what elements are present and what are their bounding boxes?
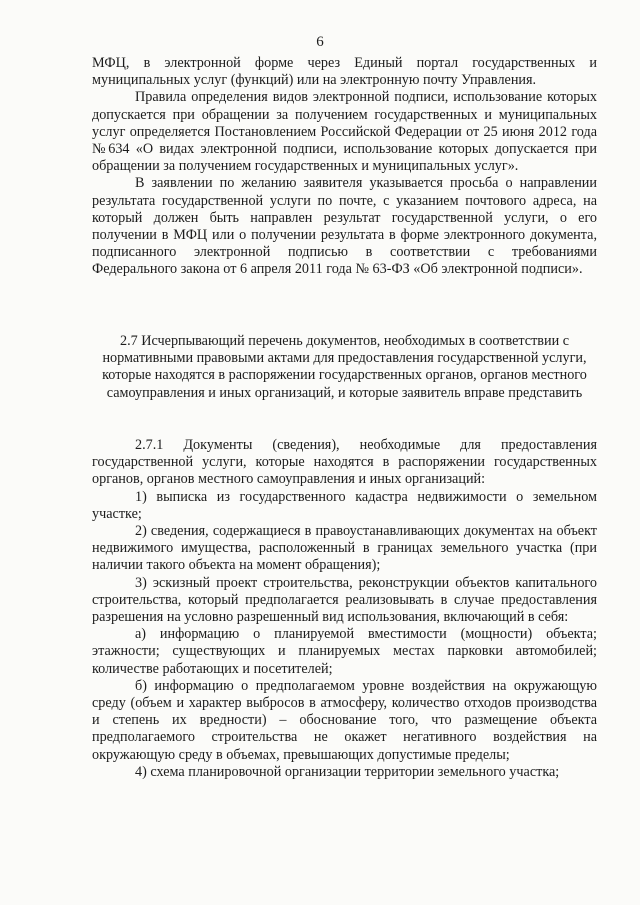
section-heading: 2.7 Исчерпывающий перечень документов, необходимых в соответствии с нормативными правовыми актами для предоставления государственной услуги, которые находятся в распоряжении государственных органов, органов местного самоуправления и иных организаций, и которые заявитель вправе представить — [102, 333, 587, 401]
page-number: 6 — [316, 34, 324, 50]
list-item: 4) схема планировочной организации территории земельного участка; — [135, 763, 560, 780]
list-item: 3) эскизный проект строительства, реконструкции объектов капитального строительства, который предполагается реализовывать в случае предоставления разрешения на условно разрешенный вид использования, включающий в себя: — [92, 574, 597, 626]
paragraph: МФЦ, в электронной форме через Единый портал государственных и муниципальных услуг (функций) или на электронную почту Управления. — [92, 55, 597, 89]
paragraph: Правила определения видов электронной подписи, использование которых допускается при обращении за получением государственных и муниципальных услуг определяется Постановлением Российской Федерации от 25 июня 2012 года №634 «О видах электронной подписи, использование которых допускается при обращении за получением государственных и муниципальных услуг». — [92, 89, 597, 175]
list-item: б) информацию о предполагаемом уровне воздействия на окружающую среду (объем и характер выбросов в атмосферу, количество отходов производства и степень их вредности) – обоснование того, что размещение объекта предполагаемого строительства не окажет негативного воздействия на окружающую среду в объемах, превышающих допустимые пределы; — [92, 677, 597, 763]
paragraph: 2.7.1 Документы (сведения), необходимые для предоставления государственной услуги, которые находятся в распоряжении государственных органов, органов местного самоуправления и иных организаций: — [92, 437, 597, 488]
top-text-block — [92, 55, 597, 279]
list-item: 1) выписка из государственного кадастра недвижимости о земельном участке; — [92, 488, 597, 522]
list-item: 2) сведения, содержащиеся в правоустанавливающих документах на объект недвижимого имущества, расположенный в границах земельного участка (при наличии такого объекта на момент обращения); — [92, 523, 597, 574]
paragraph: В заявлении по желанию заявителя указывается просьба о направлении результата государственной услуги по почте, с указанием почтового адреса, на который должен быть направлен результат государственной услуги, о его получении в МФЦ или о получении результата в форме электронного документа, подписанного электронной подписью в соответствии с требованиями Федерального закона от 6 апреля 2011 года № 63-ФЗ «Об электронной подписи». — [92, 175, 597, 278]
bottom-text-block — [92, 437, 597, 781]
list-item: а) информацию о планируемой вместимости (мощности) объекта; этажности; существующих и планируемых местах парковки автомобилей; количестве работающих и посетителей; — [92, 626, 597, 677]
